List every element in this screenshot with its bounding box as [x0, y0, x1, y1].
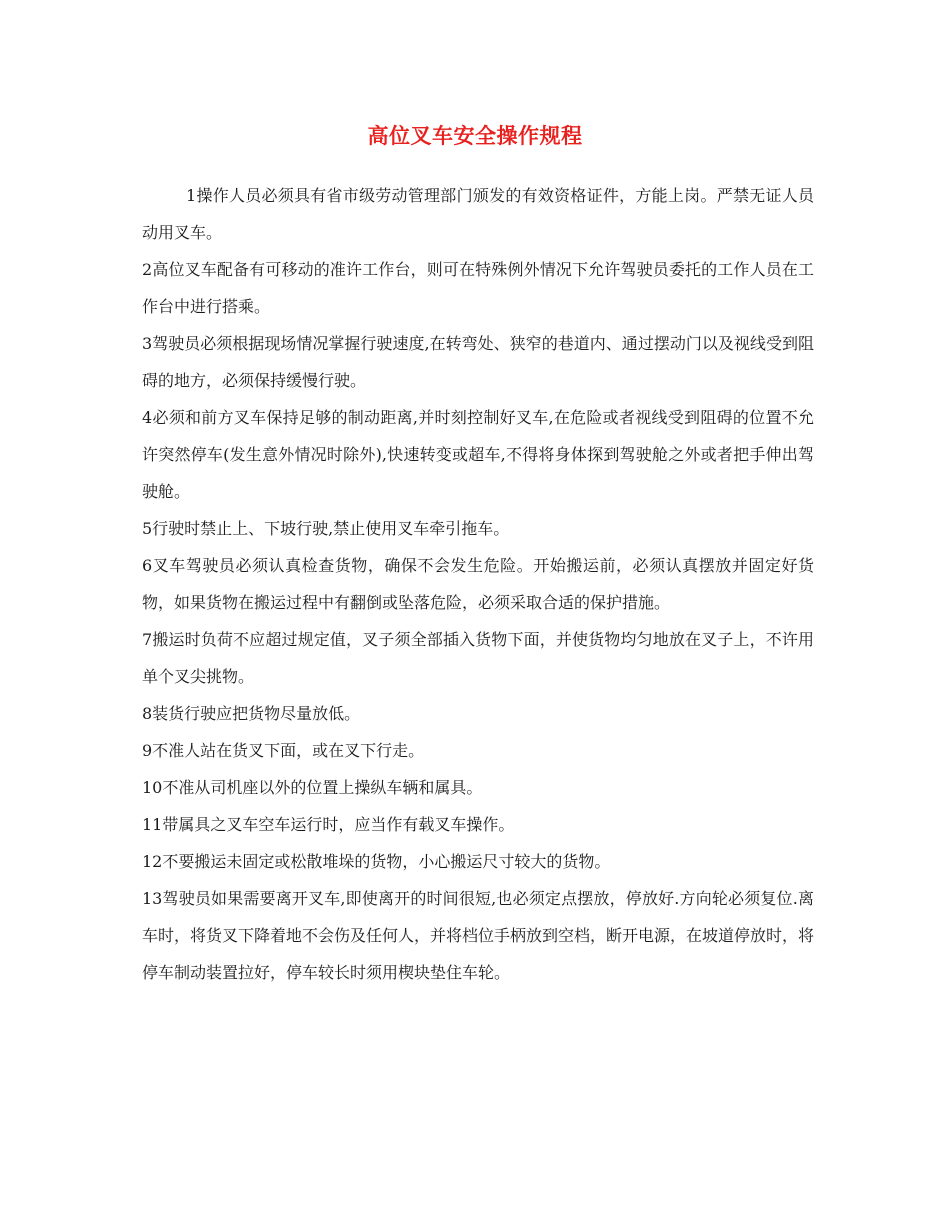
paragraph-5: 5行驶时禁止上、下坡行驶,禁止使用叉车牵引拖车。 — [142, 519, 510, 538]
document-title: 高位叉车安全操作规程 — [367, 123, 583, 148]
paragraph-10: 10不准从司机座以外的位置上操纵车辆和属具。 — [142, 778, 483, 797]
paragraph-6: 6叉车驾驶员必须认真检查货物，确保不会发生危险。开始搬运前，必须认真摆放并固定好货物，如果货物在搬运过程中有翻倒或坠落危险，必须采取合适的保护措施。 — [142, 556, 814, 612]
paragraph-7: 7搬运时负荷不应超过规定值，叉子须全部插入货物下面，并使货物均匀地放在叉子上，不许用单个叉尖挑物。 — [142, 630, 814, 686]
paragraph-3: 3驾驶员必须根据现场情况掌握行驶速度,在转弯处、狭窄的巷道内、通过摆动门以及视线受到阻碍的地方，必须保持缓慢行驶。 — [142, 334, 814, 390]
paragraph-11: 11带属具之叉车空车运行时，应当作有载叉车操作。 — [142, 815, 515, 834]
paragraph-12: 12不要搬运未固定或松散堆垛的货物，小心搬运尺寸较大的货物。 — [142, 852, 611, 871]
paragraph-2: 2高位叉车配备有可移动的准许工作台，则可在特殊例外情况下允许驾驶员委托的工作人员在工作台中进行搭乘。 — [142, 260, 814, 316]
paragraph-9: 9不准人站在货叉下面，或在叉下行走。 — [142, 741, 425, 760]
paragraph-1: 1操作人员必须具有省市级劳动管理部门颁发的有效资格证件，方能上岗。严禁无证人员动用叉车。 — [142, 186, 814, 242]
document-body — [142, 177, 814, 991]
paragraph-8: 8装货行驶应把货物尽量放低。 — [142, 704, 361, 723]
paragraph-13: 13驾驶员如果需要离开叉车,即使离开的时间很短,也必须定点摆放，停放好.方向轮必须复位.离车时，将货叉下降着地不会伤及任何人，并将档位手柄放到空档，断开电源，在坡道停放时，将停车制动装置拉好，停车较长时须用楔块垫住车轮。 — [142, 889, 815, 982]
paragraph-4: 4必须和前方叉车保持足够的制动距离,并时刻控制好叉车,在危险或者视线受到阻碍的位置不允许突然停车(发生意外情况时除外),快速转变或超车,不得将身体探到驾驶舱之外或者把手伸出驾驶舱。 — [142, 408, 814, 501]
